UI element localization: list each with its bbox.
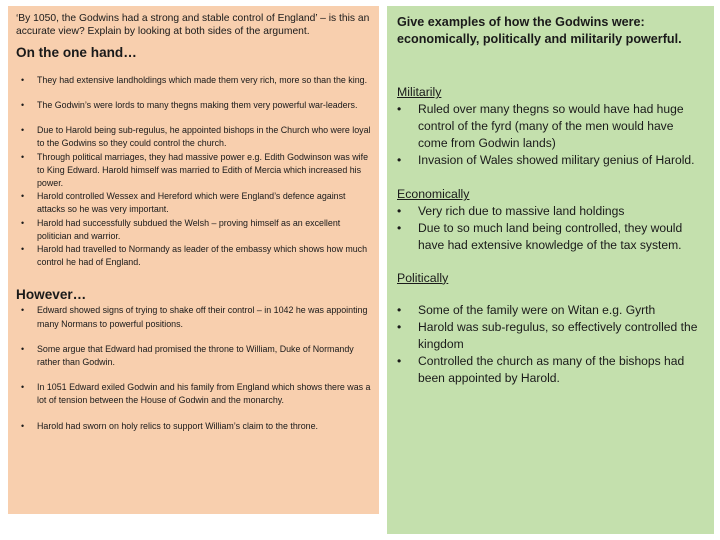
politically-list [397,302,704,386]
one-hand-heading: On the one hand… [16,44,137,60]
list-item: • Due to so much land being controlled, they would have had extensive knowledge of the tax system. [397,220,704,254]
however-list [16,304,371,432]
militarily-title: Militarily [397,85,442,100]
militarily-list [397,101,704,168]
list-item: • Edward showed signs of trying to shake off their control – in 1042 he was appointing many Normans to powerful positions. [16,304,371,330]
list-item: • Very rich due to massive land holdings [397,203,704,220]
right-heading: Give examples of how the Godwins were: economically, politically and militarily powerful. [397,15,682,47]
list-item: • Due to Harold being sub-regulus, he appointed bishops in the Church who were loyal to the Godwins so they could control the church. [16,124,371,150]
essay-question: ‘By 1050, the Godwins had a strong and stable control of England’ – is this an accurate view? Explain by looking at both sides of the argument. [16,13,370,38]
left-panel [8,6,379,514]
economically-list [397,203,704,253]
list-item: • Ruled over many thegns so would have had huge control of the fyrd (many of the men would have come from Godwin lands) [397,101,704,151]
list-item: • The Godwin’s were lords to many thegns making them very powerful war-leaders. [16,99,371,112]
list-item: • Some argue that Edward had promised the throne to William, Duke of Normandy rather than Godwin. [16,343,371,369]
one-hand-list [16,74,371,270]
list-item: • Controlled the church as many of the bishops had been appointed by Harold. [397,353,704,387]
right-panel [387,6,714,534]
list-item: • Harold had successfully subdued the Welsh – proving himself as an excellent politician and warrior. [16,217,371,243]
list-item: • Harold had travelled to Normandy as leader of the embassy which shows how much control he had of England. [16,243,371,269]
list-item: • Harold had sworn on holy relics to support William’s claim to the throne. [16,420,371,433]
list-item: • Harold controlled Wessex and Hereford which were England’s defence against attacks so he was very important. [16,190,371,216]
list-item: • In 1051 Edward exiled Godwin and his family from England which shows there was a lot of tension between the House of Godwin and the monarchy. [16,381,371,407]
list-item: • Some of the family were on Witan e.g. Gyrth [397,302,704,319]
economically-title: Economically [397,187,470,202]
list-item: • Through political marriages, they had massive power e.g. Edith Godwinson was wife to King Edward. Harold himself was married to Edith of Mercia which increased his power. [16,151,371,191]
however-heading: However… [16,287,87,303]
list-item: • They had extensive landholdings which made them very rich, more so than the king. [16,74,371,87]
list-item: • Harold was sub-regulus, so effectively controlled the kingdom [397,319,704,353]
politically-title: Politically [397,270,449,285]
list-item: • Invasion of Wales showed military genius of Harold. [397,152,704,169]
